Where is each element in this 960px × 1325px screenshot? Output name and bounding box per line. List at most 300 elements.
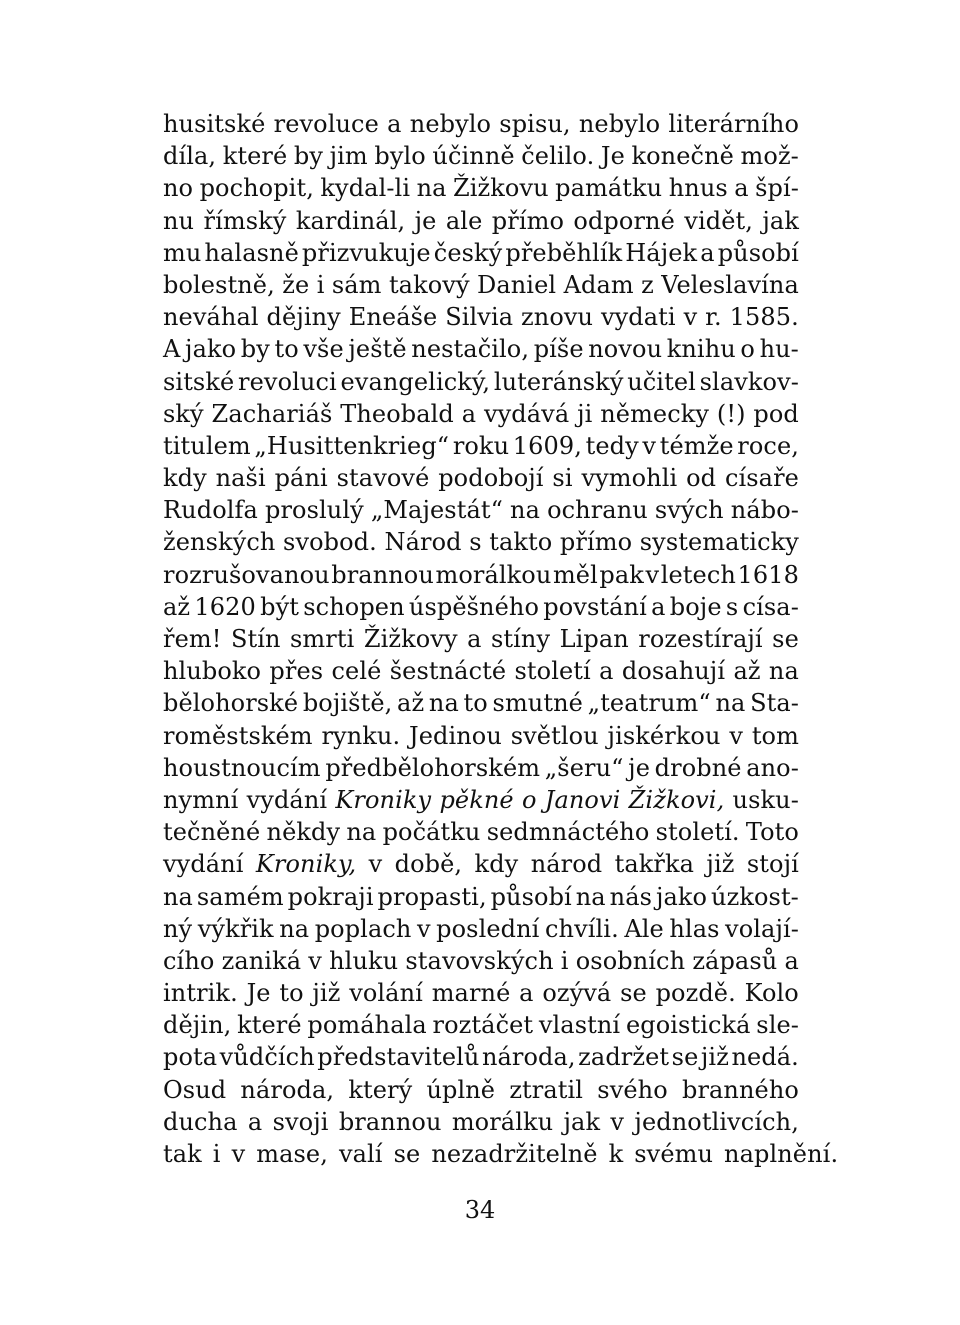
- word: marné: [431, 979, 511, 1008]
- word: hluku: [329, 946, 399, 975]
- word: ducha: [163, 1107, 238, 1136]
- word: revoluci: [238, 367, 337, 396]
- word: až: [163, 592, 191, 621]
- word: bolestně,: [163, 270, 275, 299]
- word: takto: [489, 528, 553, 557]
- word: svých: [654, 496, 724, 525]
- word: na: [416, 174, 447, 203]
- word: intrik.: [163, 979, 238, 1008]
- italic-word: o: [521, 785, 537, 814]
- word: bylo: [374, 142, 426, 171]
- word: na: [575, 882, 606, 911]
- text-line: [163, 784, 799, 816]
- word: boje: [669, 592, 722, 621]
- word: jako: [185, 335, 237, 364]
- word: cího: [163, 946, 215, 975]
- word: v: [610, 1107, 625, 1136]
- text-line: [163, 430, 799, 462]
- word: v: [308, 946, 322, 975]
- word: kdy: [474, 850, 519, 879]
- word: již: [706, 850, 735, 879]
- word: branného: [681, 1075, 799, 1104]
- word: stojí: [746, 850, 799, 879]
- word: se: [393, 1140, 421, 1168]
- word: někdy: [266, 818, 341, 847]
- word: 1618: [737, 560, 799, 589]
- word: v: [416, 914, 431, 943]
- word: Hájek: [625, 238, 698, 267]
- word: houstnoucím: [163, 753, 321, 782]
- word: je: [414, 206, 437, 235]
- word: nestačilo,: [411, 335, 530, 364]
- word: sle-: [756, 1011, 799, 1040]
- word: nezadržitelně: [431, 1140, 598, 1168]
- word: tom: [751, 721, 799, 750]
- word: titulem: [163, 431, 251, 460]
- word: samém: [196, 882, 284, 911]
- word: který: [348, 1075, 413, 1104]
- word: zadržet: [578, 1043, 670, 1072]
- word: takový: [388, 270, 470, 299]
- word: vydává: [483, 399, 570, 428]
- word: přes: [269, 657, 324, 686]
- word: odporné: [573, 206, 675, 235]
- text-line: [163, 108, 799, 140]
- word: nás: [609, 882, 653, 911]
- word: učitel: [627, 367, 696, 396]
- word: ský: [163, 399, 204, 428]
- word: národa,: [240, 1075, 335, 1104]
- text-line: [163, 140, 799, 172]
- word: osobních: [575, 946, 686, 975]
- word: a: [599, 657, 614, 686]
- word: národ: [530, 850, 603, 879]
- word: celé: [331, 657, 382, 686]
- word: Žižkovu: [452, 174, 549, 203]
- text-line: [163, 1138, 839, 1170]
- word: „teatrum“: [587, 689, 711, 718]
- word: usku-: [732, 785, 799, 814]
- word: tak: [163, 1140, 202, 1168]
- word: volají-: [725, 914, 799, 943]
- word: v: [683, 303, 698, 332]
- text-line: [163, 1041, 799, 1073]
- word: to: [463, 689, 488, 718]
- word: působí: [490, 882, 572, 911]
- word: ještě: [348, 335, 407, 364]
- word: luteránský: [493, 367, 624, 396]
- word: mase,: [256, 1140, 328, 1168]
- word: které: [237, 1011, 302, 1040]
- word: v: [231, 1140, 246, 1168]
- word: naplnění.: [724, 1140, 839, 1168]
- word: konečně: [631, 142, 734, 171]
- word: roce,: [737, 431, 799, 460]
- text-line: [163, 237, 799, 269]
- word: spisu,: [499, 110, 571, 138]
- text-line: [163, 848, 799, 880]
- word: být: [260, 592, 300, 621]
- word: vše: [303, 335, 344, 364]
- word: Osud: [163, 1075, 227, 1104]
- word: brannou: [338, 1107, 442, 1136]
- word: tečněné: [163, 818, 261, 847]
- word: takřka: [614, 850, 695, 879]
- text-line: [163, 720, 799, 752]
- word: na: [715, 689, 746, 718]
- word: schopen: [303, 592, 405, 621]
- word: s: [469, 528, 482, 557]
- word: o: [740, 335, 755, 364]
- word: literárního: [668, 110, 799, 138]
- text-line: [163, 269, 799, 301]
- word: na: [428, 689, 459, 718]
- word: naši: [215, 464, 266, 493]
- word: a: [700, 238, 715, 267]
- word: vydání: [246, 785, 328, 814]
- word: úspěšného: [408, 592, 540, 621]
- word: již: [700, 1043, 729, 1072]
- word: svému: [634, 1140, 714, 1168]
- word: 1585.: [729, 303, 799, 332]
- word: i: [316, 270, 325, 299]
- word: valí: [338, 1140, 383, 1168]
- word: v: [368, 850, 383, 879]
- word: ženských: [163, 528, 276, 557]
- word: na: [279, 914, 310, 943]
- word: nedá.: [731, 1043, 799, 1072]
- word: působí: [717, 238, 799, 267]
- word: a: [519, 979, 534, 1008]
- word: řem!: [163, 625, 222, 653]
- text-line: [163, 945, 799, 977]
- word: na: [768, 657, 799, 686]
- word: český: [433, 238, 503, 267]
- word: a: [467, 625, 482, 653]
- word: k: [608, 1140, 624, 1168]
- word: páni: [274, 464, 328, 493]
- word: Rudolfa: [163, 496, 258, 525]
- word: stavové: [336, 464, 430, 493]
- word: přímo: [559, 528, 633, 557]
- word: A: [163, 335, 181, 364]
- word: neváhal: [163, 303, 259, 332]
- word: jim: [329, 142, 368, 171]
- word: svoji: [272, 1107, 329, 1136]
- word: pozdě.: [655, 979, 736, 1008]
- word: roměstském: [163, 721, 313, 750]
- page-number: 34: [464, 1196, 496, 1224]
- word: Jedinou: [408, 721, 502, 750]
- word: nábo-: [730, 496, 799, 525]
- word: výkřik: [197, 914, 274, 943]
- word: halasně: [204, 238, 299, 267]
- word: rynku.: [321, 721, 401, 750]
- word: kydal-li: [320, 174, 411, 203]
- word: nymní: [163, 785, 239, 814]
- italic-word: Kroniky,: [255, 850, 357, 879]
- word: proslulý: [264, 496, 364, 525]
- word: systematicky: [639, 528, 799, 557]
- word: od: [686, 464, 717, 493]
- word: vidět,: [684, 206, 753, 235]
- word: jak: [762, 206, 799, 235]
- word: v: [642, 431, 657, 460]
- word: roztáčet: [432, 1011, 534, 1040]
- word: nebylo: [409, 110, 492, 138]
- word: knihu: [666, 335, 736, 364]
- word: volání: [349, 979, 423, 1008]
- word: ný: [163, 914, 193, 943]
- body-text: [163, 108, 839, 1170]
- word: přeběhlík: [505, 238, 623, 267]
- word: hnus: [668, 174, 728, 203]
- text-line: [163, 816, 799, 848]
- word: počátku: [382, 818, 481, 847]
- word: stíny: [490, 625, 551, 653]
- word: podobojí: [438, 464, 544, 493]
- word: památku: [555, 174, 663, 203]
- word: v: [729, 721, 744, 750]
- word: přímo: [491, 206, 565, 235]
- text-line: [163, 687, 799, 719]
- word: hlas: [669, 914, 720, 943]
- word: svobod.: [283, 528, 377, 557]
- italic-word: Kroniky: [335, 785, 432, 814]
- word: císa-: [742, 592, 799, 621]
- word: se: [620, 979, 647, 1008]
- word: revoluce: [273, 110, 379, 138]
- word: evangelický,: [340, 367, 491, 396]
- word: s: [725, 592, 739, 621]
- word: měl: [552, 560, 598, 589]
- word: díla,: [163, 142, 217, 171]
- word: době,: [394, 850, 463, 879]
- word: účinně: [432, 142, 515, 171]
- word: Kolo: [744, 979, 799, 1008]
- word: které: [222, 142, 288, 171]
- word: egoistická: [625, 1011, 751, 1040]
- word: z: [641, 270, 654, 299]
- text-line: [163, 1009, 799, 1041]
- word: jako: [655, 882, 708, 911]
- word: vlastní: [538, 1011, 621, 1040]
- word: jak: [563, 1107, 601, 1136]
- word: ale: [445, 206, 483, 235]
- text-line: [163, 398, 799, 430]
- word: vydati: [600, 303, 676, 332]
- word: a: [651, 592, 666, 621]
- word: sedmnáctého: [486, 818, 650, 847]
- word: nu: [163, 206, 195, 235]
- word: se: [772, 625, 799, 653]
- word: zaniká: [221, 946, 302, 975]
- word: vydání: [163, 850, 244, 879]
- word: slavkov-: [699, 367, 799, 396]
- word: a: [734, 174, 749, 203]
- word: Sta-: [750, 689, 799, 718]
- word: rozestírají: [638, 625, 763, 653]
- word: r.: [705, 303, 722, 332]
- word: je: [628, 753, 651, 782]
- word: drobné: [654, 753, 742, 782]
- word: to: [274, 335, 299, 364]
- word: bělohorské: [163, 689, 299, 718]
- word: dějiny: [266, 303, 341, 332]
- word: poplach: [314, 914, 412, 943]
- text-line: [163, 172, 799, 204]
- italic-word: Janovi: [544, 785, 621, 814]
- word: svého: [597, 1075, 668, 1104]
- word: píše: [533, 335, 584, 364]
- word: ochranu: [547, 496, 648, 525]
- word: mož-: [740, 142, 799, 171]
- word: národa,: [481, 1043, 576, 1072]
- word: Je: [600, 142, 625, 171]
- word: představitelů: [317, 1043, 480, 1072]
- word: až: [733, 657, 761, 686]
- word: hu-: [759, 335, 799, 364]
- word: „Husittenkrieg“: [254, 431, 450, 460]
- word: a: [247, 1107, 263, 1136]
- word: pomáhala: [307, 1011, 427, 1040]
- word: tedy: [585, 431, 639, 460]
- word: stavovských: [405, 946, 554, 975]
- text-line: [163, 205, 799, 237]
- word: století.: [655, 818, 740, 847]
- italic-word: Žižkovi,: [628, 785, 725, 814]
- word: „šeru“: [544, 753, 624, 782]
- word: šestnácté: [389, 657, 507, 686]
- word: „Majestát“: [370, 496, 503, 525]
- text-line: [163, 977, 799, 1009]
- word: ji: [577, 399, 593, 428]
- word: témže: [659, 431, 734, 460]
- word: Stín: [230, 625, 281, 653]
- text-line: [163, 655, 799, 687]
- text-line: [163, 1074, 799, 1106]
- text-line: [163, 1106, 799, 1138]
- word: (!): [716, 399, 746, 428]
- text-line: [163, 494, 799, 526]
- word: Je: [246, 979, 271, 1008]
- word: i: [560, 946, 569, 975]
- word: Daniel: [477, 270, 557, 299]
- text-line: [163, 366, 799, 398]
- word: nebylo: [578, 110, 661, 138]
- word: Eneáše: [348, 303, 438, 332]
- word: brannou: [331, 560, 434, 589]
- word: 1620: [194, 592, 256, 621]
- word: morálku: [451, 1107, 554, 1136]
- word: Theobald: [340, 399, 454, 428]
- word: pod: [753, 399, 799, 428]
- word: 1609,: [512, 431, 582, 460]
- word: smrti: [290, 625, 355, 653]
- word: dějin,: [163, 1011, 232, 1040]
- word: císaře: [724, 464, 799, 493]
- word: Zachariáš: [211, 399, 333, 428]
- word: vymohli: [581, 464, 678, 493]
- word: i: [212, 1140, 221, 1168]
- word: na: [510, 496, 541, 525]
- word: že: [282, 270, 310, 299]
- word: dosahují: [621, 657, 726, 686]
- word: a: [461, 399, 477, 428]
- text-line: [163, 559, 799, 591]
- word: Silvia: [445, 303, 514, 332]
- word: no: [163, 174, 194, 203]
- word: a: [784, 946, 799, 975]
- word: Veleslavína: [661, 270, 799, 299]
- word: kardinál,: [295, 206, 406, 235]
- word: přizvukuje: [301, 238, 431, 267]
- word: v: [645, 560, 660, 589]
- word: mu: [163, 238, 202, 267]
- word: jiskérkou: [607, 721, 721, 750]
- word: jednotlivcích,: [634, 1107, 799, 1136]
- word: římský: [203, 206, 287, 235]
- word: pak: [599, 560, 644, 589]
- word: zápasů: [692, 946, 778, 975]
- word: hluboko: [163, 657, 262, 686]
- word: novou: [588, 335, 663, 364]
- word: smutné: [492, 689, 583, 718]
- word: ozývá: [542, 979, 612, 1008]
- word: ano-: [746, 753, 799, 782]
- text-line: [163, 623, 799, 655]
- word: by: [293, 142, 324, 171]
- word: čelilo.: [521, 142, 595, 171]
- text-line: [163, 526, 799, 558]
- word: by: [240, 335, 270, 364]
- text-line: [163, 881, 799, 913]
- word: vůdčích: [219, 1043, 315, 1072]
- word: až: [397, 689, 425, 718]
- word: husitské: [163, 110, 266, 138]
- word: rozrušovanou: [163, 560, 330, 589]
- word: úplně: [426, 1075, 496, 1104]
- word: předbělohorském: [325, 753, 541, 782]
- word: se: [671, 1043, 699, 1072]
- text-line: [163, 301, 799, 333]
- word: roku: [452, 431, 510, 460]
- word: Adam: [563, 270, 634, 299]
- word: chvíli.: [544, 914, 619, 943]
- word: německy: [600, 399, 710, 428]
- word: propasti,: [377, 882, 487, 911]
- word: sitské: [163, 367, 235, 396]
- text-line: [163, 752, 799, 784]
- word: již: [312, 979, 341, 1008]
- word: ztratil: [509, 1075, 584, 1104]
- word: letech: [660, 560, 736, 589]
- word: bojiště,: [302, 689, 393, 718]
- word: znovu: [521, 303, 594, 332]
- word: na: [346, 818, 377, 847]
- word: Lipan: [559, 625, 629, 653]
- text-line: [163, 591, 799, 623]
- word: pota: [163, 1043, 218, 1072]
- word: Ale: [624, 914, 664, 943]
- word: století: [514, 657, 591, 686]
- word: Národ: [384, 528, 462, 557]
- word: poslední: [436, 914, 540, 943]
- word: povstání: [543, 592, 647, 621]
- word: kdy: [163, 464, 207, 493]
- word: si: [552, 464, 573, 493]
- word: špí-: [755, 174, 799, 203]
